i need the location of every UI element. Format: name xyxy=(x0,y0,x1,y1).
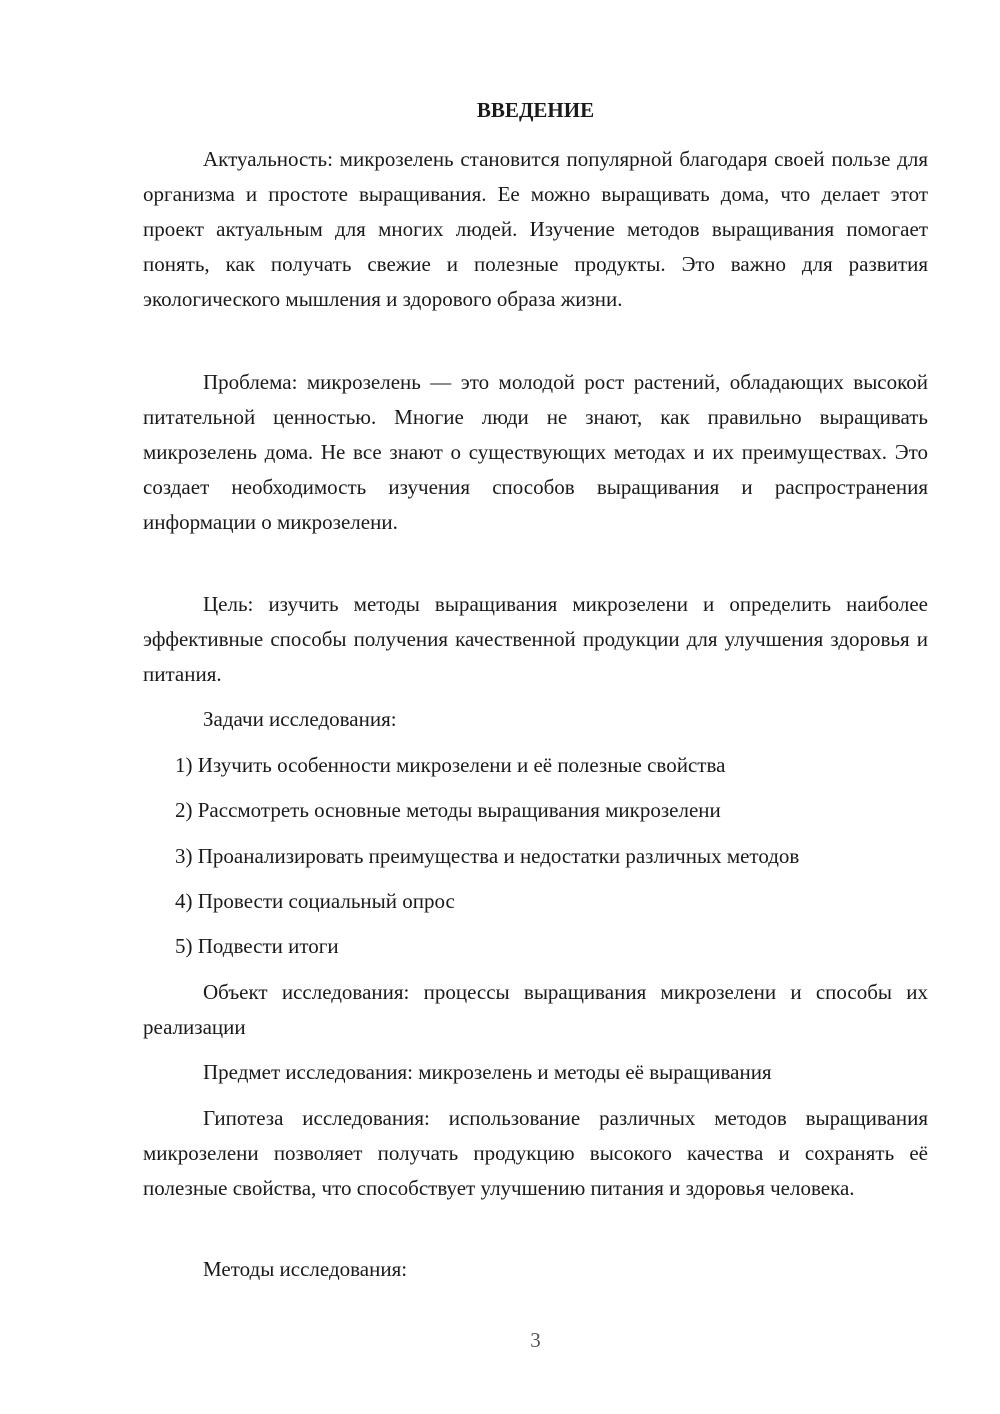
task-item: 5) Подвести итоги xyxy=(175,934,339,958)
problem-paragraph: Проблема: микрозелень — это молодой рост растений, обладающих высокой питательной ценностью. Многие люди не знают, как правильно выращивать микрозелень дома. Не все знают о существующих методах и их преимуществах. Это создает необходимость изучения способов выращивания и распространения информации о микрозелени. xyxy=(143,370,928,534)
subject-paragraph: Предмет исследования: микрозелень и методы её выращивания xyxy=(203,1060,772,1084)
task-item: 3) Проанализировать преимущества и недостатки различных методов xyxy=(175,844,800,868)
task-item: 2) Рассмотреть основные методы выращивания микрозелени xyxy=(175,798,721,822)
hypothesis-paragraph: Гипотеза исследования: использование различных методов выращивания микрозелени позволяет получать продукцию высокого качества и сохранять её полезные свойства, что способствует улучшению питания и здоровья человека. xyxy=(143,1106,928,1200)
page-number: 3 xyxy=(530,1328,541,1352)
document-page xyxy=(143,0,928,1414)
relevance-paragraph: Актуальность: микрозелень становится популярной благодаря своей пользе для организма и простоте выращивания. Ее можно выращивать дома, что делает этот проект актуальным для многих людей. Изучение методов выращивания помогает понять, как получать свежие и полезные продукты. Это важно для развития экологического мышления и здорового образа жизни. xyxy=(143,147,928,311)
goal-paragraph: Цель: изучить методы выращивания микрозелени и определить наиболее эффективные способы получения качественной продукции для улучшения здоровья и питания. xyxy=(143,592,928,686)
object-paragraph: Объект исследования: процессы выращивания микрозелени и способы их реализации xyxy=(143,980,928,1039)
task-item: 4) Провести социальный опрос xyxy=(175,889,455,913)
task-item: 1) Изучить особенности микрозелени и её полезные свойства xyxy=(175,753,726,777)
methods-label: Методы исследования: xyxy=(203,1257,408,1281)
tasks-label: Задачи исследования: xyxy=(203,707,397,731)
section-heading: ВВЕДЕНИЕ xyxy=(476,98,595,122)
